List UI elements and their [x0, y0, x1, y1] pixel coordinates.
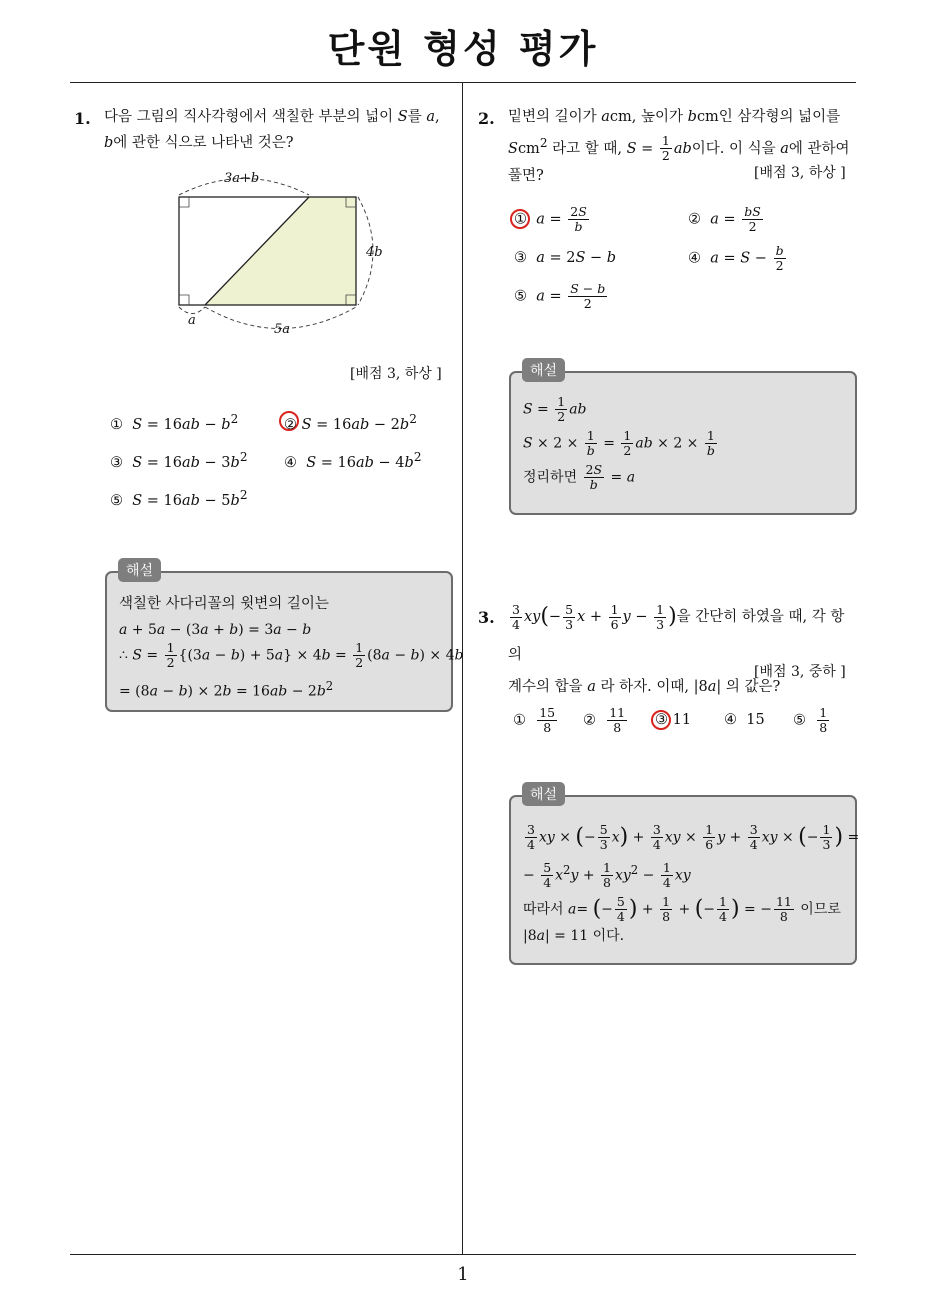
q3-number: 3. [478, 608, 495, 627]
q1-sol-line-1: 색칠한 사다리꼴의 윗변의 길이는 [119, 596, 329, 612]
page-number: 1 [457, 1264, 469, 1285]
q2-sol-line-2: S × 2 × $\frac{1}{b}$ = $\frac{1}{2}$ ab × 2 × $\frac{1}{b}$ [523, 428, 715, 458]
q1-option-5[interactable]: ⑤ $S = 16ab - 5b^2$ [110, 488, 248, 509]
q2-score: [배점 3, 하상 ] [754, 165, 846, 181]
label-right: 4b [366, 245, 383, 260]
q1-sol-line-4: = $(8a - b) \times 2b = 16ab - 2b^2$ [119, 679, 334, 700]
q3-solution-tag: 해설 [522, 782, 565, 806]
q1-number: 1. [74, 109, 91, 128]
q1-sol-line-3: ∴ S = $\frac{1}{2}$ {(3a − b) + 5a} × 4b = $\frac{1}{2}$ (8a − b) × 4b [119, 640, 464, 670]
q1-option-1[interactable]: ① $S = 16ab - b^2$ [110, 412, 239, 433]
q1-score: [배점 3, 하상 ] [350, 366, 442, 382]
q2-solution-tag: 해설 [522, 358, 565, 382]
q2-sol-line-3: 정리하면 $\frac{2S}{b}$ = a [523, 462, 636, 492]
q1-solution-tag: 해설 [118, 558, 161, 582]
q2-solution-box [509, 371, 857, 515]
q1-option-2[interactable]: ② $S = 16ab - 2b^2$ [284, 412, 417, 433]
shaded-trapezoid [205, 197, 356, 305]
q3-score: [배점 3, 중하 ] [754, 664, 846, 680]
q3-sol-line-2: − $\frac{5}{4}$ $x^2y$ + $\frac{1}{8}$ $xy^2$ − $\frac{1}{4}$ xy [523, 860, 691, 891]
q3-option-1[interactable]: ① $\frac{15}{8}$ [513, 705, 556, 735]
q2-sol-line-1: S = $\frac{1}{2}$ ab [523, 394, 587, 424]
q3-sol-line-1: $\frac{3}{4}$ xy × (− $\frac{5}{3}$ x) + $\frac{3}{4}$ xy × $\frac{1}{6}$ y + $\frac{3}{4}$ xy × (− $\frac{1}{3}$ ) = [527, 822, 860, 852]
q2-option-1[interactable]: ① a = $\frac{2S}{b}$ [514, 204, 587, 234]
q1-figure [160, 160, 400, 340]
q1-option-3[interactable]: ③ $S = 16ab - 3b^2$ [110, 450, 248, 471]
q3-sol-line-3: 따라서 a= (− $\frac{5}{4}$ ) + $\frac{1}{8}$ + (− $\frac{1}{4}$ ) = − $\frac{11}{8}$ 이므로 [523, 894, 841, 924]
label-left: a [188, 313, 196, 328]
q3-option-4[interactable]: ④ 15 [724, 712, 765, 728]
q2-option-2[interactable]: ② a = $\frac{bS}{2}$ [688, 204, 761, 234]
q1-solution-box [105, 571, 464, 712]
q3-option-5[interactable]: ⑤ $\frac{1}{8}$ [793, 705, 828, 735]
q1-sol-line-2: a + 5a − (3a + b) = 3a − b [119, 622, 312, 638]
q2-number: 2. [478, 109, 495, 128]
q1-option-4[interactable]: ④ $S = 16ab - 4b^2$ [284, 450, 422, 471]
q3-option-3[interactable]: ③ 11 [655, 712, 692, 728]
label-top: 3a+b [224, 171, 260, 186]
q3-option-2[interactable]: ② $\frac{11}{8}$ [583, 705, 626, 735]
q3-solution-box [509, 795, 860, 965]
q1-stem: 다음 그림의 직사각형에서 색칠한 부분의 넓이 S를 a, b에 관한 식으로 나타낸 것은? [104, 109, 440, 151]
q2-option-3[interactable]: ③ a = 2S − b [514, 250, 617, 266]
q3-sol-line-4: |8a| = 11 이다. [523, 928, 625, 944]
q3-stem: $\frac{3}{4}$ xy(− $\frac{5}{3}$ x + $\frac{1}{6}$ y − $\frac{1}{3}$ )을 간단히 하였을 때, 각 항의 계수의 합을 a 라 하자. 이때, |8a| 의 값은? [508, 601, 845, 695]
q2-stem: 밑변의 길이가 acm, 높이가 bcm인 삼각형의 넓이를 Scm$^2$ 라고 할 때, S = $\frac{1}{2}$ ab이다. 이 식을 a에 관하여 풀면? [508, 109, 850, 185]
label-bottom: 5a [274, 322, 291, 337]
top-rule [70, 82, 856, 83]
page-title: 단원 형성 평가 [327, 27, 599, 71]
q2-option-5[interactable]: ⑤ a = $\frac{S - b}{2}$ [514, 281, 606, 311]
q2-option-4[interactable]: ④ a = S − $\frac{b}{2}$ [688, 243, 784, 273]
bottom-rule [70, 1254, 856, 1255]
